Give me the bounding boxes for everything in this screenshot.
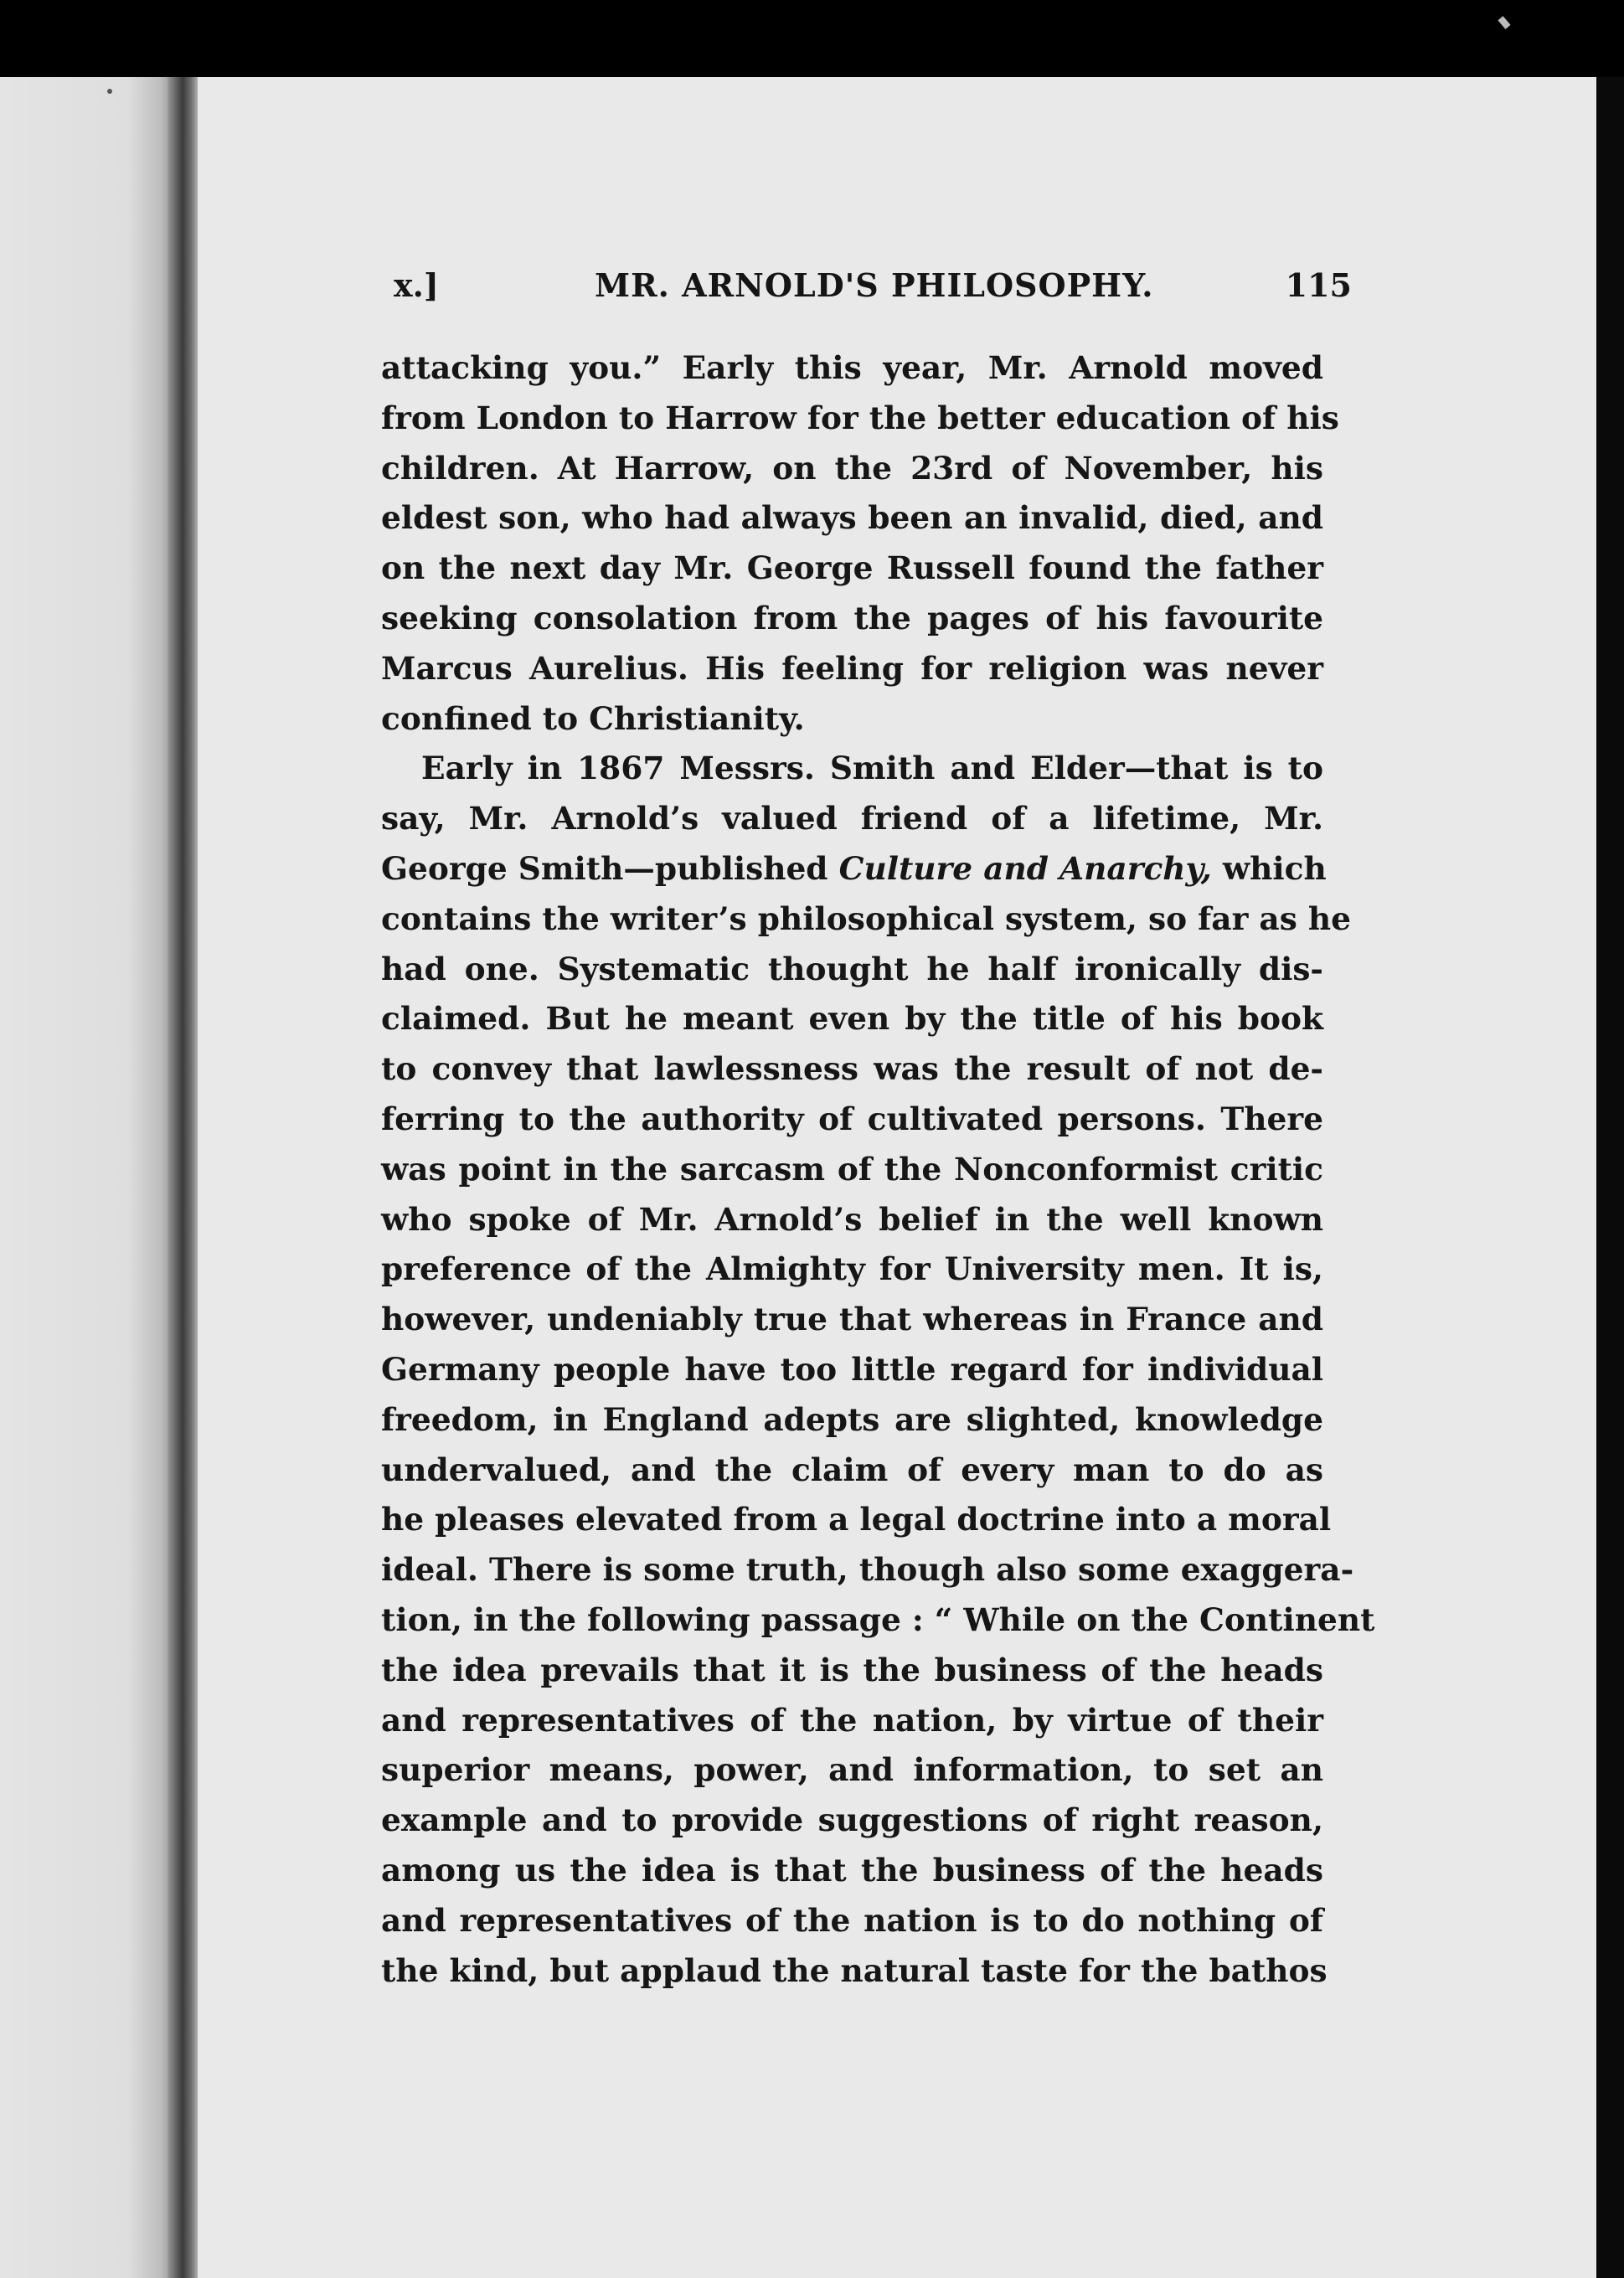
- text-line-with-title: [381, 844, 1327, 894]
- text-line: ferring to the authority of cultivated persons. There: [381, 1100, 1323, 1137]
- text-line: to convey that lawlessness was the result of not de-: [381, 1050, 1323, 1088]
- text-line: undervalued, and the claim of every man to do as: [381, 1451, 1323, 1488]
- scan-speck: [107, 89, 112, 94]
- text-line: he pleases elevated from a legal doctrine into a moral: [381, 1501, 1332, 1538]
- text-line: ideal. There is some truth, though also some exaggera-: [381, 1551, 1354, 1589]
- text-line: the kind, but applaud the natural taste for the bathos: [381, 1951, 1328, 1989]
- text-line: Marcus Aurelius. His feeling for religion was never: [381, 649, 1323, 687]
- text-line: contains the writer’s philosophical system, so far as he: [381, 899, 1351, 937]
- text-line: Early in 1867 Messrs. Smith and Elder—that is to: [421, 750, 1323, 787]
- text-line: children. At Harrow, on the 23rd of November, his: [381, 449, 1323, 487]
- section-marker: x.]: [394, 266, 439, 304]
- scan-speck: [1498, 16, 1510, 29]
- text-line: claimed. But he meant even by the title of his book: [381, 1000, 1323, 1038]
- running-header: [394, 266, 1352, 317]
- text-line: seeking consolation from the pages of his favourite: [381, 599, 1323, 636]
- text-line: confined to Christianity.: [381, 699, 805, 737]
- body-text: [381, 343, 1375, 1996]
- text-line: and representatives of the nation, by virtue of their: [381, 1701, 1323, 1739]
- text-line: say, Mr. Arnold’s valued friend of a lifetime, Mr.: [381, 800, 1323, 838]
- text-line: who spoke of Mr. Arnold’s belief in the well known: [381, 1200, 1323, 1238]
- text-line: attacking you.” Early this year, Mr. Arnold moved: [381, 349, 1323, 386]
- text-line: had one. Systematic thought he half ironically dis-: [381, 950, 1323, 987]
- text-line: among us the idea is that the business of the heads: [381, 1851, 1323, 1889]
- text-line: superior means, power, and information, to set an: [381, 1751, 1323, 1789]
- text-line: eldest son, who had always been an invalid, died, and: [381, 499, 1323, 537]
- text-line: preference of the Almighty for University men. It is,: [381, 1250, 1323, 1288]
- text-line: Germany people have too little regard for individual: [381, 1350, 1323, 1388]
- book-title: Culture and Anarchy,: [838, 849, 1212, 887]
- text-line: however, undeniably true that whereas in France and: [381, 1301, 1323, 1338]
- text-line: the idea prevails that it is the business of the heads: [381, 1651, 1323, 1688]
- text-line: tion, in the following passage : “ While on the Continent: [381, 1600, 1375, 1638]
- text-line: from London to Harrow for the better education of his: [381, 399, 1339, 436]
- running-title: MR. ARNOLD'S PHILOSOPHY.: [595, 266, 1154, 304]
- text-line: was point in the sarcasm of the Nonconformist critic: [381, 1150, 1323, 1188]
- text-line: and representatives of the nation is to do nothing of: [381, 1901, 1323, 1939]
- text-fragment: which: [1211, 849, 1327, 887]
- text-line: example and to provide suggestions of right reason,: [381, 1801, 1323, 1839]
- facing-page-edge: [0, 77, 183, 2278]
- text-line: freedom, in England adepts are slighted, knowledge: [381, 1400, 1323, 1438]
- page-right-border: [1596, 77, 1624, 2278]
- page-number: 115: [1285, 266, 1352, 304]
- book-gutter: [168, 77, 201, 2278]
- text-line: on the next day Mr. George Russell found the father: [381, 549, 1323, 587]
- text-fragment: George Smith—published: [381, 849, 839, 887]
